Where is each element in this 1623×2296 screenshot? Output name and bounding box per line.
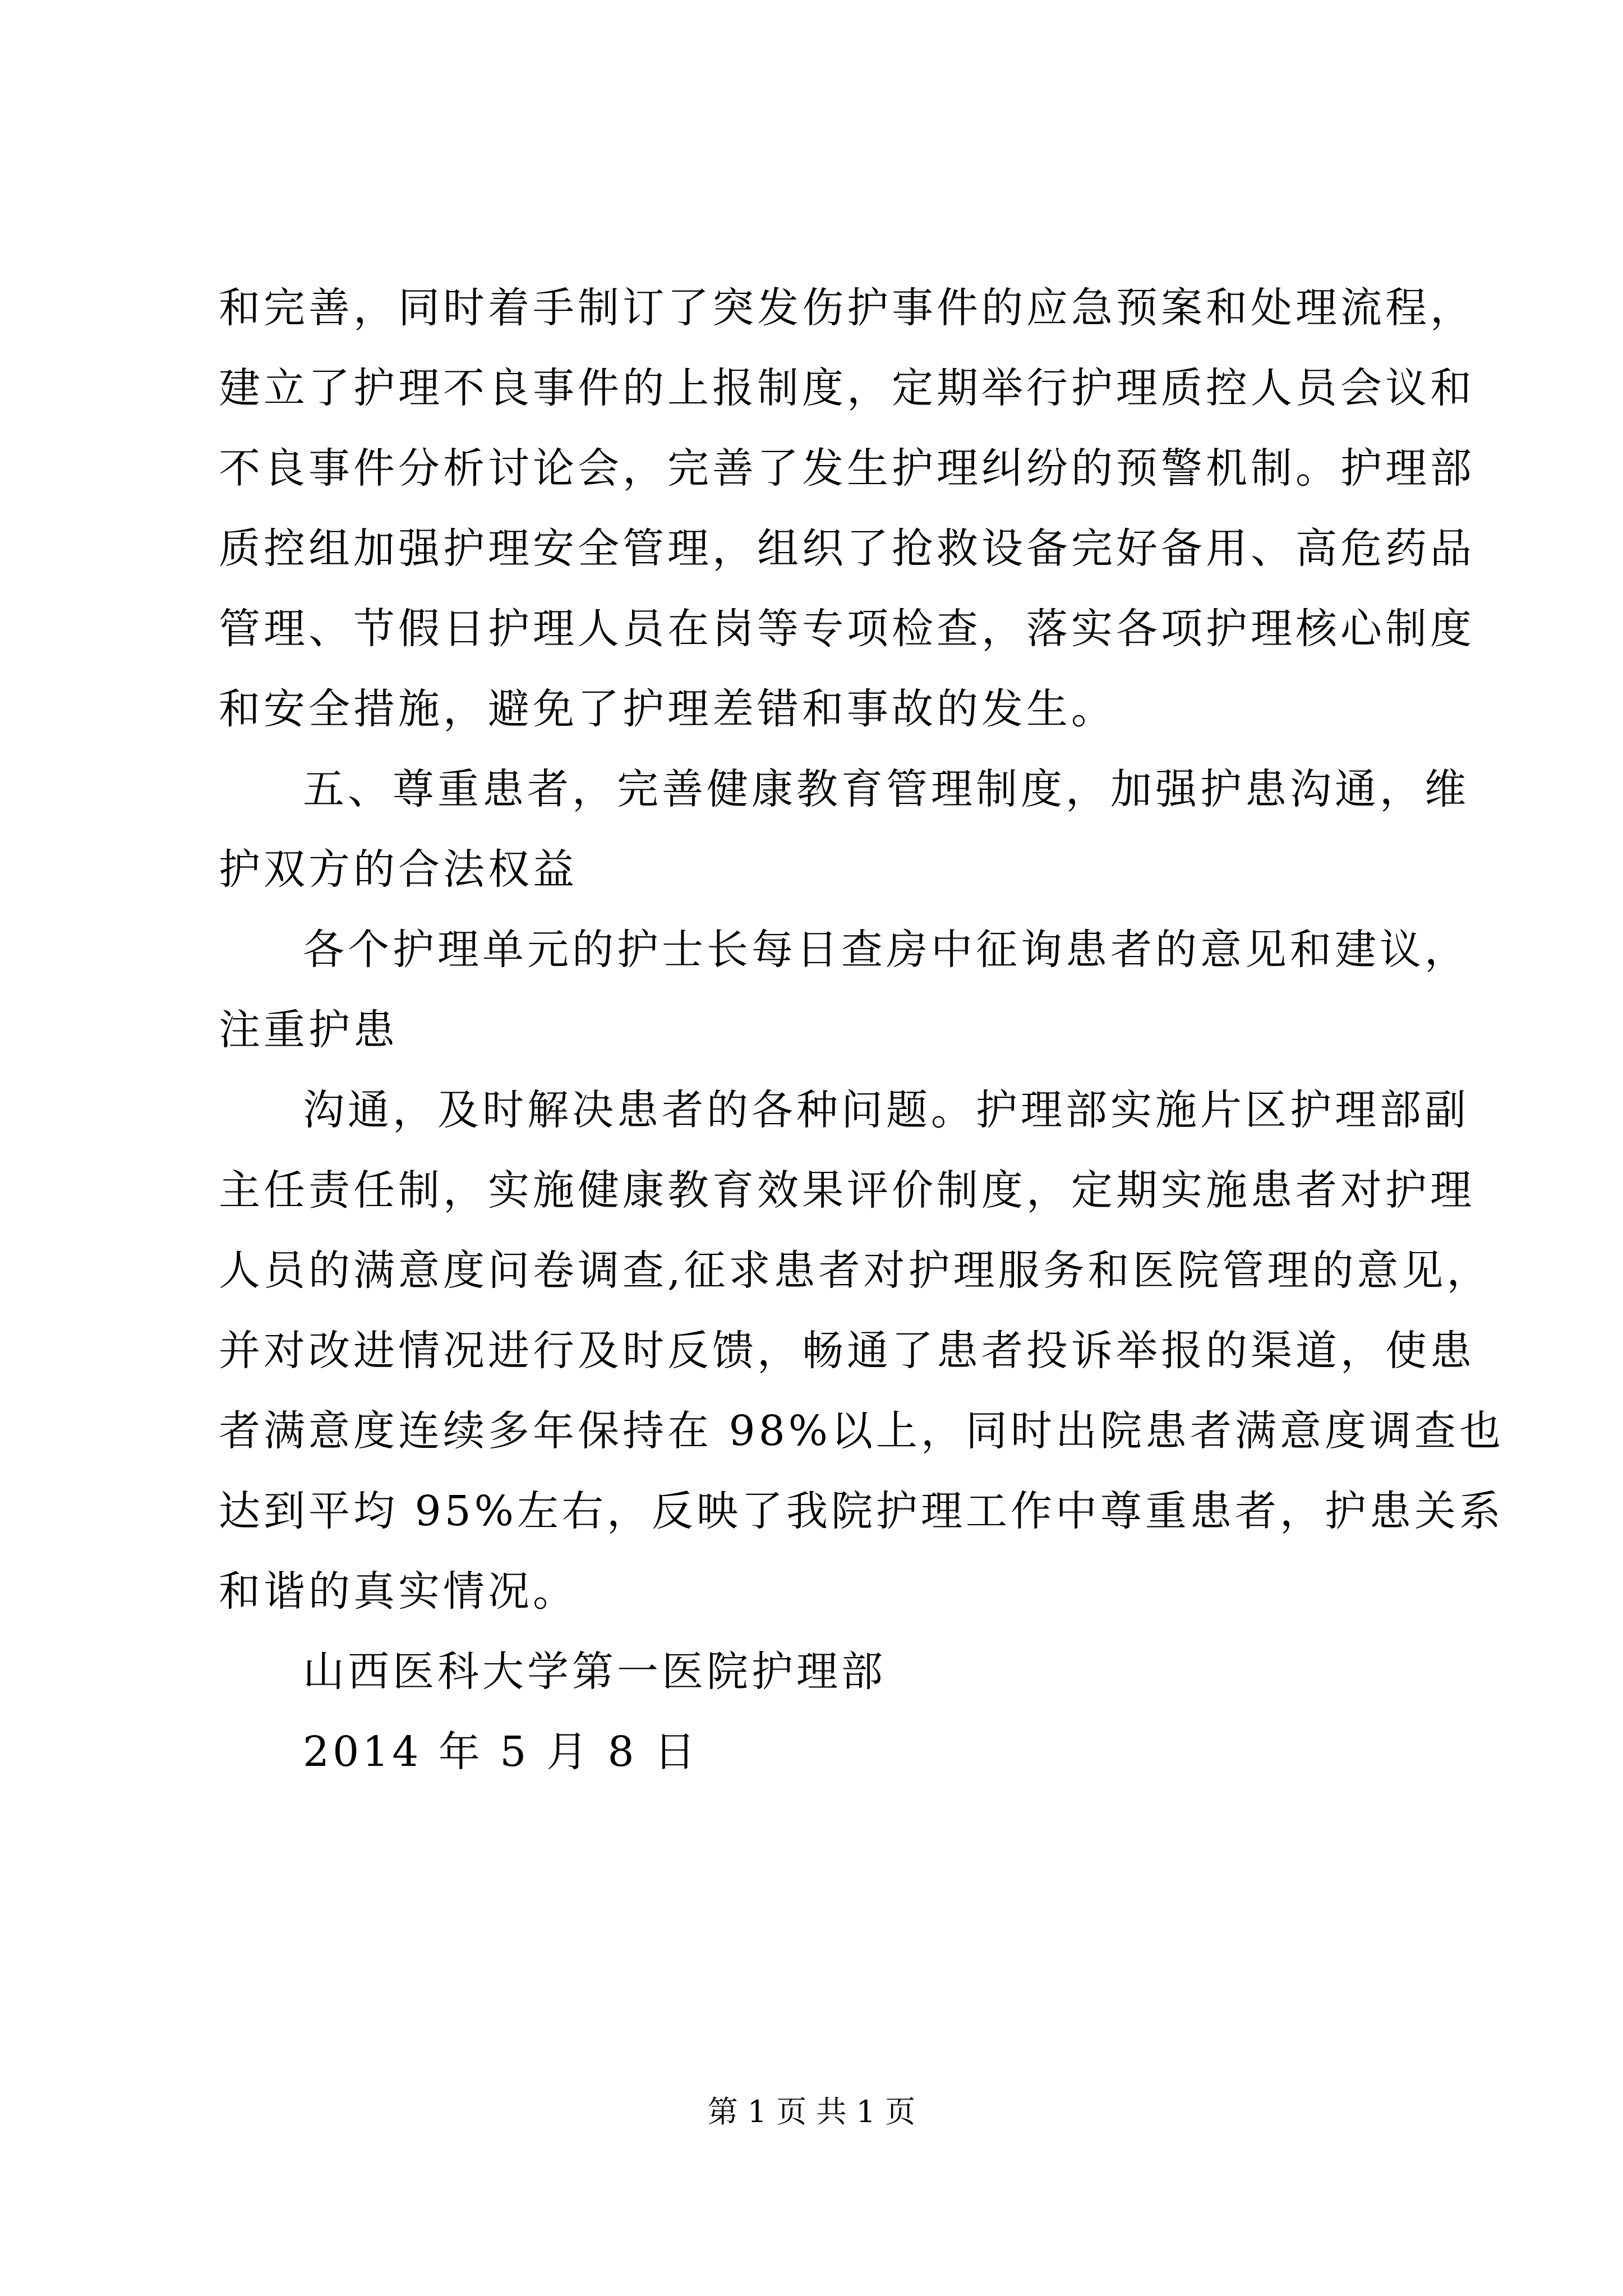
text-line: 注重护患	[219, 1006, 398, 1054]
text-line: 和谐的真实情况。	[219, 1567, 578, 1616]
text-line: 和安全措施，避免了护理差错和事故的发生。	[219, 685, 1116, 733]
text-line: 质控组加强护理安全管理，组织了抢救设备完好备用、高危药品	[219, 524, 1475, 573]
date-line: 2014 年 5 月 8 日	[303, 1728, 699, 1776]
document-body	[219, 268, 1504, 1792]
text-line: 并对改进情况进行及时反馈，畅通了患者投诉举报的渠道，使患	[219, 1327, 1475, 1375]
text-line: 主任责任制，实施健康教育效果评价制度，定期实施患者对护理	[219, 1166, 1475, 1214]
section-heading-line: 护双方的合法权益	[219, 845, 578, 894]
text-line: 管理、节假日护理人员在岗等专项检查，落实各项护理核心制度	[219, 605, 1475, 653]
page-footer	[0, 2092, 1623, 2132]
text-line: 各个护理单元的护士长每日查房中征询患者的意见和建议，	[303, 926, 1469, 974]
text-line: 达到平均 95%左右，反映了我院护理工作中尊重患者，护患关系	[219, 1487, 1504, 1535]
signature-line: 山西医科大学第一医院护理部	[303, 1648, 886, 1696]
text-line: 不良事件分析讨论会，完善了发生护理纠纷的预警机制。护理部	[219, 444, 1475, 493]
text-line: 者满意度连续多年保持在 98%以上，同时出院患者满意度调查也	[219, 1407, 1504, 1455]
page-number-label: 第 1 页 共 1 页	[707, 2094, 916, 2129]
text-line: 建立了护理不良事件的上报制度，定期举行护理质控人员会议和	[219, 364, 1475, 412]
section-heading-line: 五、尊重患者，完善健康教育管理制度，加强护患沟通，维	[303, 765, 1469, 813]
text-line: 人员的满意度问卷调查,征求患者对护理服务和医院管理的意见，	[219, 1246, 1492, 1295]
text-line: 和完善，同时着手制订了突发伤护事件的应急预案和处理流程，	[219, 284, 1475, 332]
text-line: 沟通，及时解决患者的各种问题。护理部实施片区护理部副	[303, 1086, 1469, 1134]
